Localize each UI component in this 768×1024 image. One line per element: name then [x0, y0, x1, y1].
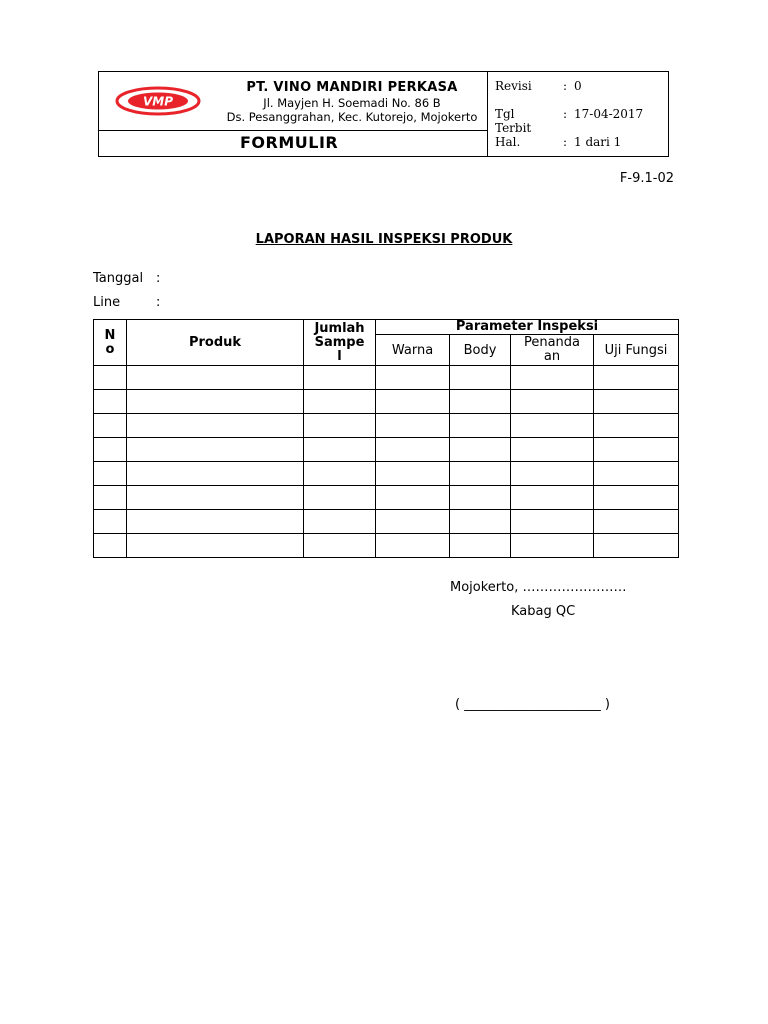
- table-cell[interactable]: [376, 438, 450, 462]
- header-jumlah-sampel: [304, 320, 376, 366]
- table-cell[interactable]: [127, 366, 304, 390]
- table-cell[interactable]: [127, 438, 304, 462]
- header-produk: Produk: [127, 320, 304, 366]
- header-no: [94, 320, 127, 366]
- table-cell[interactable]: [511, 366, 594, 390]
- table-cell[interactable]: [304, 366, 376, 390]
- table-row: [94, 438, 679, 462]
- table-cell[interactable]: [511, 414, 594, 438]
- signature-role: Kabag QC: [511, 604, 576, 619]
- company-address-line1: Jl. Mayjen H. Soemadi No. 86 B: [263, 96, 441, 110]
- table-row: [94, 366, 679, 390]
- table-cell[interactable]: [127, 534, 304, 558]
- signature-place-date: Mojokerto, ……………………: [450, 580, 627, 595]
- table-row: [94, 510, 679, 534]
- header-jumlah-line1: Jumlah: [314, 320, 365, 336]
- logo-text: VMP: [142, 94, 174, 109]
- table-cell[interactable]: [376, 534, 450, 558]
- table-cell[interactable]: [450, 390, 511, 414]
- table-cell[interactable]: [594, 366, 679, 390]
- field-tanggal[interactable]: [93, 271, 161, 286]
- meta-value: 0: [574, 79, 582, 93]
- table-cell[interactable]: [450, 510, 511, 534]
- table-cell[interactable]: [376, 366, 450, 390]
- table-cell[interactable]: [511, 462, 594, 486]
- meta-value: 17-04-2017: [574, 107, 644, 121]
- table-cell[interactable]: [127, 486, 304, 510]
- table-cell[interactable]: [376, 462, 450, 486]
- meta-colon: :: [563, 107, 568, 121]
- header-no-line2: o: [105, 341, 115, 357]
- table-body: [94, 366, 679, 558]
- table-cell[interactable]: [511, 438, 594, 462]
- table-cell[interactable]: [511, 510, 594, 534]
- table-row: [94, 534, 679, 558]
- table-cell[interactable]: [94, 438, 127, 462]
- field-colon: :: [156, 271, 161, 286]
- table-cell[interactable]: [94, 534, 127, 558]
- table-cell[interactable]: [594, 486, 679, 510]
- document-code: F-9.1-02: [619, 171, 674, 186]
- header-warna: Warna: [376, 335, 450, 366]
- signature-name-line[interactable]: ( _____________________ ): [455, 697, 610, 712]
- field-line[interactable]: [93, 295, 161, 310]
- table-cell[interactable]: [376, 510, 450, 534]
- field-colon: :: [156, 295, 161, 310]
- inspection-table: [93, 319, 679, 558]
- table-cell[interactable]: [376, 486, 450, 510]
- table-cell[interactable]: [304, 390, 376, 414]
- table-cell[interactable]: [376, 414, 450, 438]
- header-parameter-inspeksi: Parameter Inspeksi: [376, 320, 679, 335]
- company-logo: [115, 86, 201, 116]
- company-name: PT. VINO MANDIRI PERKASA: [246, 80, 458, 95]
- table-cell[interactable]: [511, 486, 594, 510]
- meta-label: Revisi: [495, 79, 532, 93]
- table-cell[interactable]: [594, 510, 679, 534]
- table-cell[interactable]: [450, 534, 511, 558]
- table-cell[interactable]: [304, 462, 376, 486]
- table-cell[interactable]: [450, 486, 511, 510]
- meta-colon: :: [563, 135, 568, 149]
- table-cell[interactable]: [594, 438, 679, 462]
- form-label: FORMULIR: [240, 133, 339, 152]
- table-cell[interactable]: [94, 510, 127, 534]
- field-label: Line: [93, 295, 121, 310]
- table-cell[interactable]: [450, 366, 511, 390]
- field-label: Tanggal: [93, 271, 144, 286]
- table-cell[interactable]: [94, 390, 127, 414]
- table-cell[interactable]: [511, 390, 594, 414]
- report-title: LAPORAN HASIL INSPEKSI PRODUK: [255, 232, 513, 247]
- table-row: [94, 462, 679, 486]
- table-cell[interactable]: [511, 534, 594, 558]
- document-header: [98, 71, 669, 157]
- table-cell[interactable]: [127, 414, 304, 438]
- header-jumlah-line2: Sampe: [314, 334, 365, 350]
- meta-colon: :: [563, 79, 568, 93]
- table-row: [94, 414, 679, 438]
- header-uji-fungsi: Uji Fungsi: [594, 335, 679, 366]
- header-penandaan-line2: an: [543, 349, 561, 364]
- table-cell[interactable]: [94, 462, 127, 486]
- table-cell[interactable]: [594, 414, 679, 438]
- company-address-line2: Ds. Pesanggrahan, Kec. Kutorejo, Mojokerto: [226, 110, 478, 124]
- meta-label: Hal.: [495, 135, 521, 149]
- table-cell[interactable]: [594, 534, 679, 558]
- table-cell[interactable]: [94, 414, 127, 438]
- table-cell[interactable]: [376, 390, 450, 414]
- table-cell[interactable]: [127, 390, 304, 414]
- table-cell[interactable]: [127, 510, 304, 534]
- meta-value: 1 dari 1: [574, 135, 622, 149]
- table-cell[interactable]: [94, 486, 127, 510]
- header-jumlah-line3: l: [337, 348, 342, 364]
- table-cell[interactable]: [304, 510, 376, 534]
- table-cell[interactable]: [304, 534, 376, 558]
- table-cell[interactable]: [304, 414, 376, 438]
- table-cell[interactable]: [450, 414, 511, 438]
- table-cell[interactable]: [127, 462, 304, 486]
- header-penandaan: [511, 335, 594, 366]
- meta-label: Tgl Terbit: [495, 107, 532, 135]
- table-row: [94, 486, 679, 510]
- header-body: Body: [450, 335, 511, 366]
- table-cell[interactable]: [594, 390, 679, 414]
- header-no-line1: N: [104, 327, 116, 343]
- table-cell[interactable]: [304, 438, 376, 462]
- header-divider-horizontal: [99, 130, 487, 131]
- table-row: [94, 390, 679, 414]
- table-cell[interactable]: [450, 438, 511, 462]
- table-cell[interactable]: [594, 462, 679, 486]
- header-divider-vertical: [487, 72, 488, 156]
- table-cell[interactable]: [450, 462, 511, 486]
- header-penandaan-line1: Penanda: [523, 335, 581, 350]
- table-cell[interactable]: [304, 486, 376, 510]
- table-cell[interactable]: [94, 366, 127, 390]
